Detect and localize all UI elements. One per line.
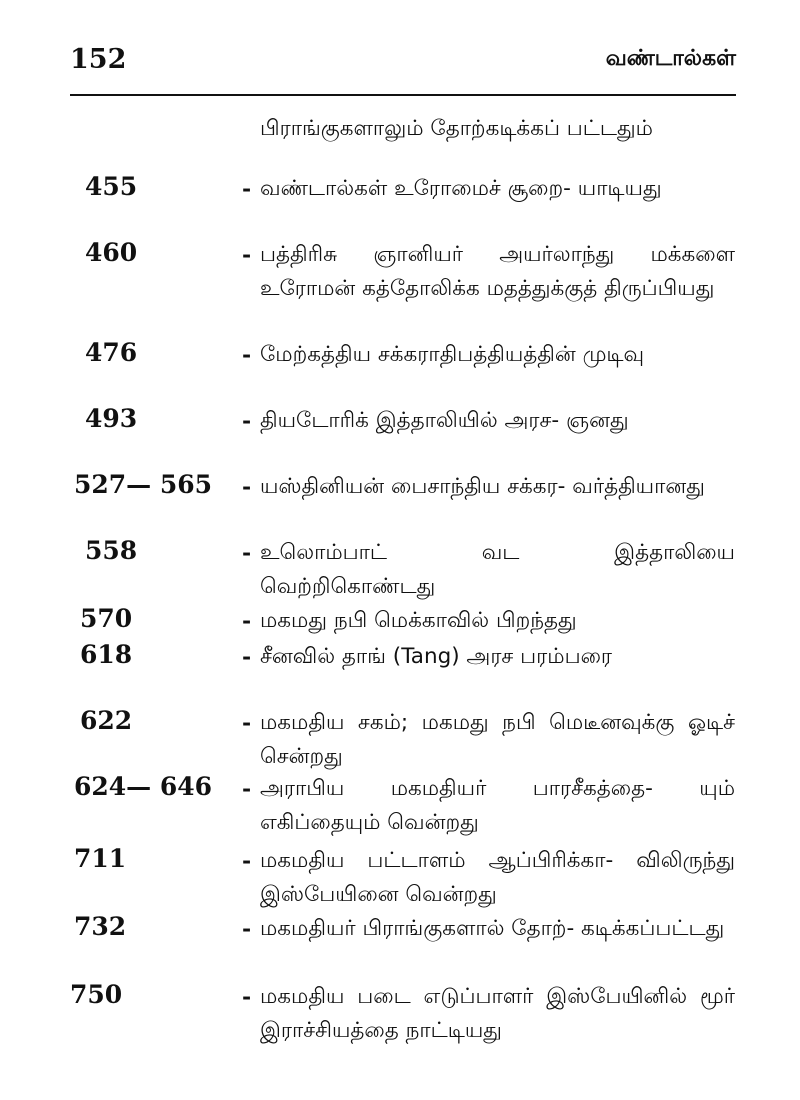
entry-year: 493	[85, 404, 138, 433]
entry-dash: -	[242, 242, 252, 268]
entry-year: 618	[80, 640, 133, 669]
entry-event: மகமதியர் பிராங்குகளால் தோற்- கடிக்கப்பட்டது	[260, 916, 725, 941]
entry-event: மேற்கத்திய சக்கராதிபத்தியத்தின் முடிவு	[260, 342, 645, 367]
page-header	[70, 44, 736, 92]
continuation-text: பிராங்குகளாலும் தோற்கடிக்கப் பட்டதும்	[260, 116, 653, 141]
entry-event: தியடோரிக் இத்தாலியில் அரச- ஞனது	[260, 408, 629, 433]
entry-dash: -	[242, 984, 252, 1010]
entry-event: மகமதிய படை எடுப்பாளர் இஸ்பேயினில் மூர் இராச்சியத்தை நாட்டியது	[260, 984, 735, 1043]
entry-year: 732	[74, 912, 127, 941]
running-title: வண்டால்கள்	[605, 46, 736, 71]
entry-year: 558	[85, 536, 138, 565]
entry-dash: -	[242, 342, 252, 368]
entry-dash: -	[242, 776, 252, 802]
entry-dash: -	[242, 408, 252, 434]
entry-event: பத்திரிசு ஞானியர் அயர்லாந்து மக்களை உரோமன் கத்தோலிக்க மதத்துக்குத் திருப்பியது	[260, 242, 735, 301]
header-rule	[70, 94, 736, 96]
entry-year: 711	[74, 844, 127, 873]
entry-year: 750	[70, 980, 123, 1009]
entry-event: யஸ்தினியன் பைசாந்திய சக்கர- வர்த்தியானது	[260, 474, 705, 499]
entry-event: மகமதிய சகம்; மகமது நபி மெடீனவுக்கு ஓடிச் சென்றது	[260, 710, 735, 769]
entry-event: அராபிய மகமதியர் பாரசீகத்தை- யும் எகிப்தையும் வென்றது	[260, 776, 735, 835]
entry-event: சீனவில் தாங் (Tang) அரச பரம்பரை	[260, 644, 613, 669]
entry-dash: -	[242, 644, 252, 670]
entry-dash: -	[242, 710, 252, 736]
entry-year: 476	[85, 338, 138, 367]
entry-dash: -	[242, 916, 252, 942]
entry-dash: -	[242, 176, 252, 202]
entry-year: 455	[85, 172, 138, 201]
entry-year: 624— 646	[74, 772, 213, 801]
entry-year: 570	[80, 604, 133, 633]
entry-dash: -	[242, 540, 252, 566]
entry-event: உலொம்பாட் வட இத்தாலியை வெற்றிகொண்டது	[260, 540, 735, 599]
page-number: 152	[70, 44, 127, 75]
entry-dash: -	[242, 474, 252, 500]
entry-event: வண்டால்கள் உரோமைச் சூறை- யாடியது	[260, 176, 662, 201]
entry-event: மகமது நபி மெக்காவில் பிறந்தது	[260, 608, 577, 633]
entry-dash: -	[242, 608, 252, 634]
entry-event: மகமதிய பட்டாளம் ஆப்பிரிக்கா- விலிருந்து இஸ்பேயினை வென்றது	[260, 848, 735, 907]
entry-year: 622	[80, 706, 133, 735]
entry-dash: -	[242, 848, 252, 874]
entry-year: 460	[85, 238, 138, 267]
entry-year: 527— 565	[74, 470, 213, 499]
